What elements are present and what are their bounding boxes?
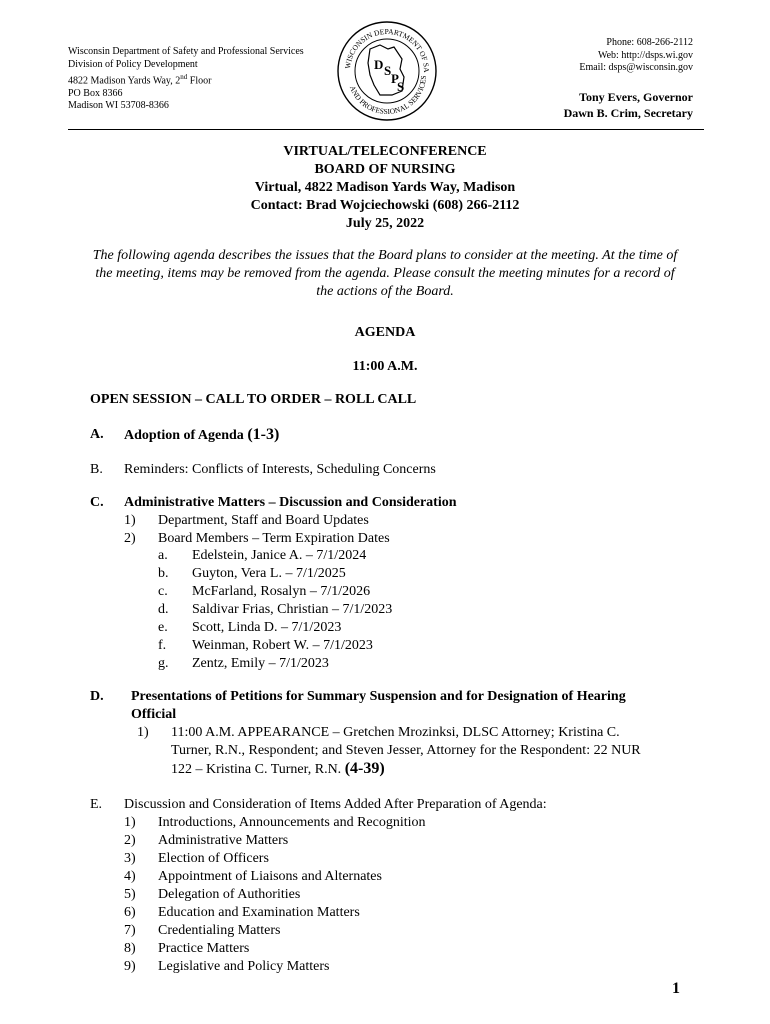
board-member: McFarland, Rosalyn – 7/1/2026 — [192, 584, 371, 599]
item-title: Presentations of Petitions for Summary Suspension and for Designation of Hearing — [131, 689, 626, 704]
address-line: 4822 Madison Yards Way, 2nd Floor — [68, 73, 212, 87]
sub-item: Administrative Matters — [158, 833, 289, 848]
page-reference: (4-39) — [344, 760, 385, 777]
sub-item: Appointment of Liaisons and Alternates — [158, 869, 382, 884]
title-line: VIRTUAL/TELECONFERENCE — [283, 144, 487, 159]
board-member: Scott, Linda D. – 7/1/2023 — [192, 620, 342, 635]
board-member: Saldivar Frias, Christian – 7/1/2023 — [192, 602, 393, 617]
svg-text:WISCONSIN DEPARTMENT OF SAFETY: WISCONSIN DEPARTMENT OF SA — [342, 26, 432, 73]
item-letter: B. — [90, 462, 103, 477]
sub-item: Delegation of Authorities — [158, 887, 301, 902]
svg-text:S: S — [384, 63, 392, 78]
secretary: Dawn B. Crim, Secretary — [563, 106, 693, 120]
svg-text:P: P — [391, 71, 399, 86]
board-member: Zentz, Emily – 7/1/2023 — [192, 656, 329, 671]
sub-number: 2) — [124, 833, 136, 848]
meeting-title-block — [90, 143, 680, 233]
header-divider — [68, 129, 704, 130]
sub-item: Education and Examination Matters — [158, 905, 360, 920]
member-letter: a. — [158, 548, 168, 563]
meeting-time: 11:00 A.M. — [352, 359, 418, 374]
sub-number: 9) — [124, 959, 136, 974]
svg-text:S: S — [397, 79, 405, 94]
sub-number: 6) — [124, 905, 136, 920]
sub-item: Election of Officers — [158, 851, 269, 866]
open-session-heading: OPEN SESSION – CALL TO ORDER – ROLL CALL — [90, 392, 417, 407]
agenda-heading: AGENDA — [354, 325, 416, 340]
sub-item: Introductions, Announcements and Recognition — [158, 815, 426, 830]
sub-number: 4) — [124, 869, 136, 884]
sub-number: 1) — [124, 513, 136, 528]
item-letter: C. — [90, 495, 104, 510]
sub-number: 7) — [124, 923, 136, 938]
sub-number: 1) — [124, 815, 136, 830]
board-member: Edelstein, Janice A. – 7/1/2024 — [192, 548, 367, 563]
sub-number: 5) — [124, 887, 136, 902]
sub-item: Legislative and Policy Matters — [158, 959, 330, 974]
meeting-date: July 25, 2022 — [345, 216, 425, 231]
member-letter: g. — [158, 656, 169, 671]
page-reference: (1-3) — [247, 426, 280, 443]
sub-number: 8) — [124, 941, 136, 956]
svg-text:AND PROFESSIONAL SERVICES: AND PROFESSIONAL SERVICES — [347, 75, 429, 117]
item-letter: A. — [90, 427, 104, 442]
board-member: Weinman, Robert W. – 7/1/2023 — [192, 638, 373, 653]
email: Email: dsps@wisconsin.gov — [579, 62, 693, 73]
item-letter: D. — [90, 689, 104, 704]
member-letter: b. — [158, 566, 169, 581]
page-number: 1 — [672, 980, 680, 997]
address-line: PO Box 8366 — [68, 87, 123, 99]
member-letter: f. — [158, 638, 167, 653]
agenda-intro: The following agenda describes the issues that the Board plans to consider at the meeting. At the time of the meeting, items may be removed from the agenda. Please consult the meeting minutes for a record of the actions of the Board. — [92, 248, 678, 299]
sub-item: 11:00 A.M. APPEARANCE – Gretchen Mrozinksi, DLSC Attorney; Kristina C. — [171, 725, 620, 740]
agency-address — [68, 46, 338, 113]
member-letter: e. — [158, 620, 168, 635]
member-letter: d. — [158, 602, 169, 617]
sub-item: Board Members – Term Expiration Dates — [158, 531, 390, 546]
item-letter: E. — [90, 797, 103, 812]
title-line: Virtual, 4822 Madison Yards Way, Madison — [254, 180, 516, 195]
item-title: Administrative Matters – Discussion and Consideration — [124, 495, 457, 510]
address-line: Division of Policy Development — [68, 58, 198, 70]
sub-item: Practice Matters — [158, 941, 250, 956]
sub-number: 3) — [124, 851, 136, 866]
sub-item: Department, Staff and Board Updates — [158, 513, 369, 528]
sub-item: Credentialing Matters — [158, 923, 281, 938]
member-letter: c. — [158, 584, 168, 599]
board-member: Guyton, Vera L. – 7/1/2025 — [192, 566, 346, 581]
item-title: Discussion and Consideration of Items Added After Preparation of Agenda: — [124, 797, 547, 812]
item-title: Reminders: Conflicts of Interests, Scheduling Concerns — [124, 462, 436, 477]
item-title: Adoption of Agenda (1-3) — [124, 426, 280, 443]
website: Web: http://dsps.wi.gov — [597, 49, 693, 61]
sub-number: 1) — [137, 725, 149, 740]
title-line: BOARD OF NURSING — [314, 162, 456, 177]
phone: Phone: 608-266-2112 — [606, 37, 693, 48]
title-line: Contact: Brad Wojciechowski (608) 266-2112 — [250, 198, 520, 213]
sub-item-cont: 122 – Kristina C. Turner, R.N. (4-39) — [171, 760, 385, 777]
address-line: Wisconsin Department of Safety and Professional Services — [68, 46, 304, 57]
agency-contact — [433, 37, 693, 75]
governor: Tony Evers, Governor — [579, 90, 693, 104]
officials — [433, 89, 693, 121]
sub-item-cont: Turner, R.N., Respondent; and Steven Jesser, Attorney for the Respondent: 22 NUR — [171, 743, 641, 758]
address-line: Madison WI 53708-8366 — [68, 100, 169, 112]
dsps-seal-logo — [336, 19, 438, 123]
sub-number: 2) — [124, 531, 136, 546]
item-title-cont: Official — [131, 707, 177, 722]
svg-text:D: D — [374, 57, 384, 72]
